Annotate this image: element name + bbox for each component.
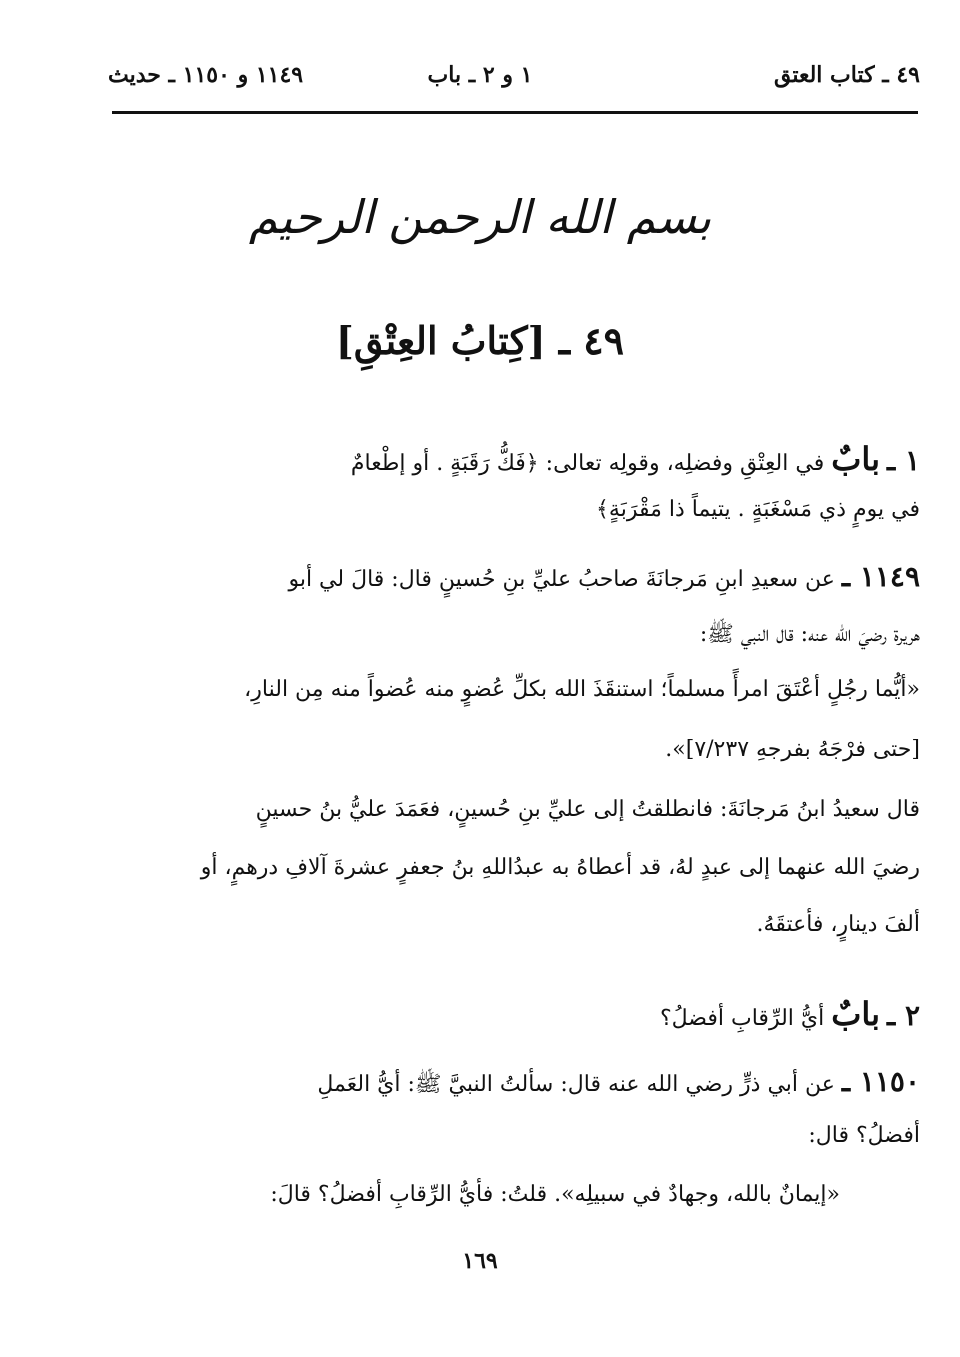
section-2-number: ٢ ـ [887, 999, 920, 1032]
header-rule [112, 111, 918, 114]
section-1-bab: بابٌ [831, 440, 880, 478]
hadith-1149-quote-1: «أيُّما رجُلٍ أعْتَقَ امرأً مسلماً؛ استنقَذَ الله بكلِّ عُضوٍ منه عُضواً منه مِن النارِ، [244, 677, 920, 702]
section-1-number: ١ ـ [887, 444, 920, 477]
hadith-1149-number: ١١٤٩ ـ [841, 560, 920, 593]
section-2-heading [105, 995, 920, 1033]
header-chapter: ١ و ٢ ـ باب [427, 62, 533, 88]
hadith-1150-line-2: أفضلُ؟ قال: [808, 1123, 920, 1148]
hadith-1150-line-1 [105, 1065, 920, 1102]
hadith-1150-number: ١١٥٠ ـ [841, 1065, 920, 1098]
header-hadith-range: ١١٤٩ و ١١٥٠ ـ حديث [108, 62, 304, 88]
section-1-text-1: في العِتْقِ وفضلِه، وقولِه تعالى: ﴿فَكُّ رَقَبَةٍ . أو إطْعامٌ [350, 451, 825, 476]
hadith-1149-quote-2: [حتى فرْجَهُ بفرجهِ ٧/٢٣٧]». [665, 737, 920, 762]
section-1-heading [105, 440, 920, 478]
hadith-1149-para-3: ألفَ دينارٍ، فأعتقَهُ. [756, 912, 920, 937]
page-number: ١٦٩ [462, 1248, 498, 1274]
header-book-title: ٤٩ ـ كتاب العتق [773, 62, 920, 88]
book-title: ٤٩ ـ [كِتابُ العِتْقِ] [335, 318, 625, 363]
hadith-1150-text-1: عن أبي ذرٍّ رضي الله عنه قال: سألتُ النبيَّ ﷺ: أيُّ العَملِ [317, 1072, 835, 1097]
hadith-1149-para-1: قال سعيدُ ابنُ مَرجانَةَ: فانطلقتُ إلى عليِّ بنِ حُسينٍ، فعَمَدَ عليُّ بنُ حسينٍ [255, 797, 920, 822]
hadith-1149-line-2: هريرة رضيَ الله عنه: قال النبي ﷺ: [699, 622, 920, 647]
hadith-1149-para-2: رضيَ الله عنهما إلى عبدٍ لهُ، قد أعطاهُ به عبدُاللهِ بنُ جعفرٍ عشرةَ آلافِ درهمٍ، أو [200, 855, 920, 880]
basmala-calligraphy: بسم الله الرحمن الرحيم [248, 190, 712, 244]
section-1-text-2: في يومٍ ذي مَسْغَبَةٍ . يتيماً ذا مَقْرَبَةٍ﴾ [596, 497, 920, 522]
hadith-1150-line-3: «إيمانٌ بالله، وجهادٌ في سبيلِه». قلتُ: فأيُّ الرِّقابِ أفضلُ؟ قالَ: [270, 1182, 840, 1207]
section-2-bab: بابٌ [831, 995, 880, 1033]
section-2-text: أيُّ الرِّقابِ أفضلُ؟ [659, 1006, 825, 1031]
hadith-1149-line-1 [105, 560, 920, 593]
hadith-1149-text-1: عن سعيدِ ابنِ مَرجانَةَ صاحبُ عليِّ بنِ حُسينٍ قال: قالَ لي أبو [288, 567, 835, 592]
